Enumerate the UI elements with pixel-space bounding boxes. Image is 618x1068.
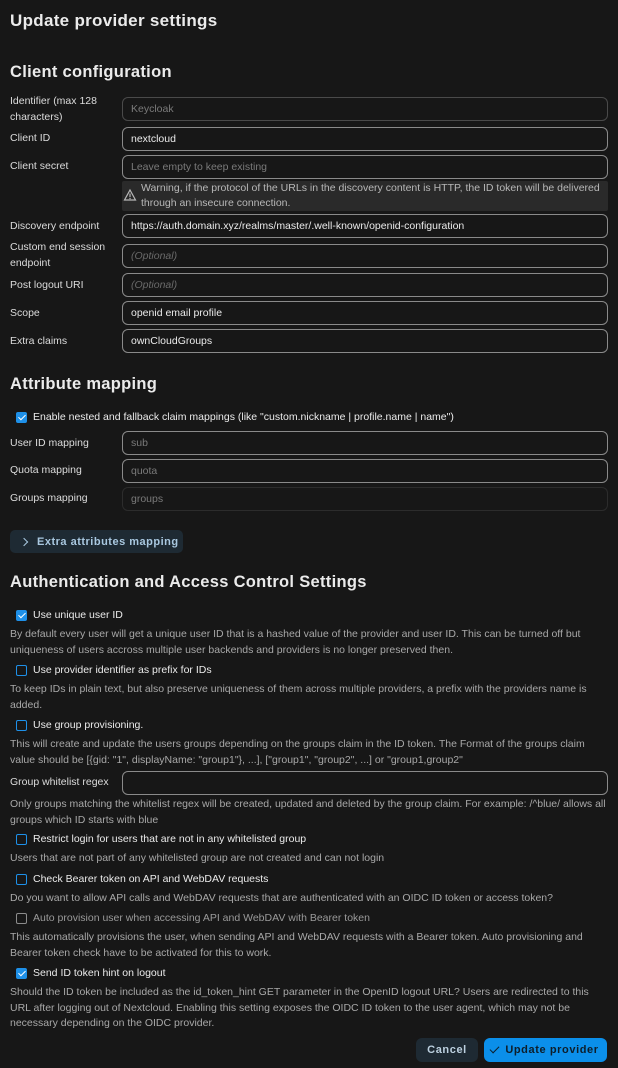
extra-claims-input[interactable]	[122, 329, 608, 353]
checkbox-checked-icon[interactable]	[16, 610, 27, 621]
unique-user-id-checkbox[interactable]	[16, 609, 123, 621]
group-provisioning-description: This will create and update the users groups depending on the groups claim in the ID token. The Format of the groups claim value should be [{gid: "1", displayName: "group1"}, ...], ["group1", "group2", ...] or "group1,group2"	[10, 738, 585, 766]
client-id-label: Client ID	[10, 132, 51, 144]
update-provider-button[interactable]	[484, 1038, 607, 1062]
custom-end-session-input[interactable]	[122, 244, 608, 268]
group-provisioning-label: Use group provisioning.	[33, 719, 144, 731]
attribute-mapping-heading: Attribute mapping	[10, 375, 158, 393]
warning-text: Warning, if the protocol of the URLs in the discovery content is HTTP, the ID token will be delivered through an insecure connection.	[141, 182, 600, 209]
post-logout-uri-input[interactable]	[122, 273, 608, 297]
scope-label: Scope	[10, 307, 40, 319]
custom-end-session-label: Custom end session endpoint	[10, 241, 106, 269]
identifier-label: Identifier (max 128 characters)	[10, 95, 97, 123]
check-bearer-token-description: Do you want to allow API calls and WebDAV requests that are authenticated with an OIDC ID token or access token?	[10, 892, 553, 904]
post-logout-uri-label: Post logout URI	[10, 279, 84, 291]
chevron-right-icon	[20, 537, 28, 545]
client-id-input[interactable]	[122, 127, 608, 151]
check-icon	[490, 1044, 500, 1054]
group-whitelist-label: Group whitelist regex	[10, 776, 109, 788]
discovery-endpoint-input[interactable]	[122, 214, 608, 238]
user-id-mapping-label: User ID mapping	[10, 437, 89, 449]
cancel-label: Cancel	[427, 1044, 467, 1056]
check-bearer-token-checkbox[interactable]	[16, 873, 268, 885]
group-whitelist-input[interactable]	[122, 771, 608, 795]
unique-user-id-label: Use unique user ID	[33, 609, 123, 621]
extra-claims-label: Extra claims	[10, 335, 68, 347]
send-id-token-hint-checkbox[interactable]	[16, 967, 166, 979]
checkbox-checked-icon[interactable]	[16, 968, 27, 979]
send-id-token-hint-description: Should the ID token be included as the id_token_hint GET parameter in the OpenID logout URL? Users are redirected to this URL after logging out of Nextcloud. Enabling this setting exposes the OIDC ID token to the user agent, which may not be necessary depending on the OIDC provider.	[10, 986, 589, 1029]
groups-mapping-input[interactable]	[122, 487, 608, 511]
auth-settings-heading: Authentication and Access Control Settings	[10, 573, 367, 591]
provider-prefix-label: Use provider identifier as prefix for IDs	[33, 664, 212, 676]
restrict-login-label: Restrict login for users that are not in any whitelisted group	[33, 833, 307, 845]
nested-claim-mappings-checkbox[interactable]	[16, 411, 454, 423]
insecure-warning	[122, 181, 608, 211]
dialog-title: Update provider settings	[10, 11, 218, 30]
warning-triangle-icon	[123, 188, 137, 202]
restrict-login-description: Users that are not part of any whitelisted group are not created and can not login	[10, 852, 385, 864]
update-provider-label: Update provider	[505, 1044, 599, 1056]
identifier-input[interactable]	[122, 97, 608, 121]
client-configuration-heading: Client configuration	[10, 63, 172, 81]
extra-attributes-mapping-button[interactable]	[10, 530, 183, 553]
unique-user-id-description: By default every user will get a unique user ID that is a hashed value of the provider and user ID. This can be turned off but uniqueness of users accross multiple user backends and providers is no longer preserved then.	[10, 628, 581, 656]
quota-mapping-label: Quota mapping	[10, 464, 82, 476]
scope-input[interactable]	[122, 301, 608, 325]
send-id-token-hint-label: Send ID token hint on logout	[33, 967, 166, 979]
discovery-endpoint-label: Discovery endpoint	[10, 220, 100, 232]
extra-attributes-mapping-label: Extra attributes mapping	[37, 535, 179, 548]
provider-prefix-description: To keep IDs in plain text, but also preserve uniqueness of them across multiple providers, a prefix with the providers name is added.	[10, 683, 587, 711]
provider-prefix-checkbox[interactable]	[16, 664, 212, 676]
checkbox-unchecked-icon[interactable]	[16, 834, 27, 845]
nested-claim-mappings-label: Enable nested and fallback claim mappings (like "custom.nickname | profile.name | name")	[33, 411, 454, 423]
cancel-button[interactable]	[416, 1038, 478, 1062]
user-id-mapping-input[interactable]	[122, 431, 608, 455]
auto-provision-bearer-checkbox[interactable]	[16, 912, 370, 924]
checkbox-unchecked-icon[interactable]	[16, 874, 27, 885]
group-provisioning-checkbox[interactable]	[16, 719, 143, 731]
auto-provision-bearer-description: This automatically provisions the user, when sending API and WebDAV requests with a Bearer token. Auto provisioning and Bearer token check have to be activated for this to work.	[10, 931, 583, 959]
auto-provision-bearer-label: Auto provision user when accessing API and WebDAV with Bearer token	[33, 912, 370, 924]
quota-mapping-input[interactable]	[122, 459, 608, 483]
checkbox-disabled-icon[interactable]	[16, 913, 27, 924]
check-bearer-token-label: Check Bearer token on API and WebDAV requests	[33, 873, 269, 885]
checkbox-unchecked-icon[interactable]	[16, 720, 27, 731]
client-secret-label: Client secret	[10, 160, 69, 172]
checkbox-unchecked-icon[interactable]	[16, 665, 27, 676]
checkbox-checked-icon[interactable]	[16, 412, 27, 423]
groups-mapping-label: Groups mapping	[10, 492, 88, 504]
client-secret-input[interactable]	[122, 155, 608, 179]
group-whitelist-description: Only groups matching the whitelist regex will be created, updated and deleted by the group claim. For example: /^blue/ allows all groups which ID starts with blue	[10, 798, 606, 826]
restrict-login-checkbox[interactable]	[16, 833, 306, 845]
